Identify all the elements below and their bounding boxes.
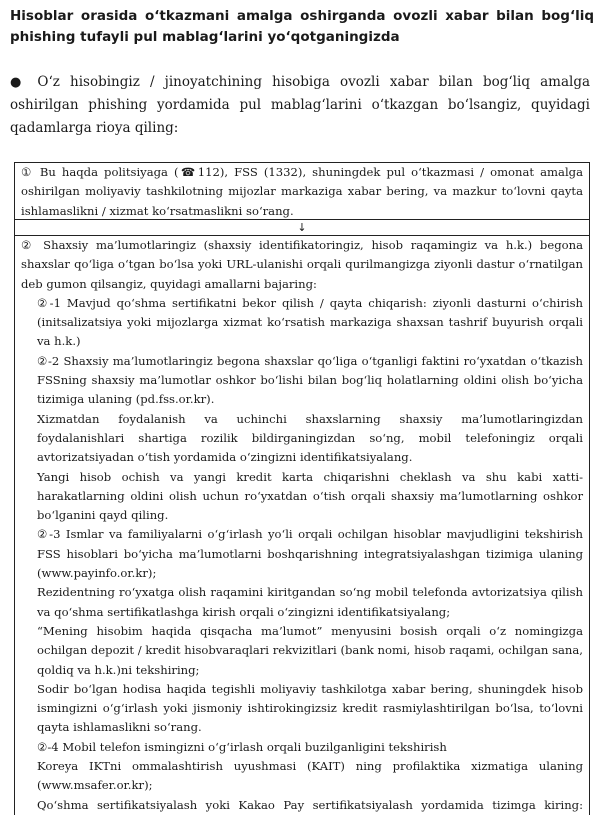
step-2-3: ②-3 Ismlar va familiyalarni o‘g‘irlash yo‘li orqali ochilgan hisoblar mavjudligini tekshirish FSS hisoblari bo‘yicha ma’lumotlarni boshqarishning integratsiyalashgan tizimiga ulaning (www.payinfo.or.kr);	[37, 527, 583, 581]
bullet-icon: ●	[10, 75, 28, 90]
step-2-1: ②-1 Mavjud qo‘shma sertifikatni bekor qilish / qayta chiqarish: ziyonli dasturni o‘chirish (initsalizatsiya yoki mijozlarga xizmat ko‘rsatish markaziga shaxsan tashrif buyurish orqali va h.k.)	[37, 295, 583, 349]
page-title: Hisoblar orasida o‘tkazmani amalga oshirganda ovozli xabar bilan bog‘liq phishing tufayli pul mablag‘larini yo‘qotganingizda	[10, 8, 594, 45]
step-2-4-detail-a: Koreya IKTni ommalashtirish uyushmasi (KAIT) ning profilaktika xizmatiga ulaning (www.msafer.or.kr);	[37, 759, 583, 793]
step-2-2-detail-b: Yangi hisob ochish va yangi kredit karta chiqarishni cheklash va shu kabi xatti-harakatlarning oldini olish uchun ro‘yxatdan o‘tish orqali shaxsiy ma’lumotlarning oshkor bo‘lganini qayd qiling.	[37, 469, 583, 523]
step-2-intro: ② Shaxsiy ma’lumotlaringiz (shaxsiy identifikatoringiz, hisob raqamingiz va h.k.) begona shaxslar qo‘liga o‘tgan bo‘lsa yoki URL-ulanishi orqali qurilmangizga ziyonli dastur o‘rnatilgan deb gumon qilsangiz, quyidagi amallarni bajaring:	[21, 238, 583, 291]
steps-box	[14, 162, 590, 815]
intro-paragraph	[10, 71, 590, 140]
step-1: ① Bu haqda politsiyaga (☎112), FSS (1332), shuningdek pul o‘tkazmasi / omonat amalga oshirilgan moliyaviy tashkilotning mijozlar markaziga xabar bering, va mazkur to‘lovni qayta ishlamaslikni / xizmat ko‘rsatmaslikni so‘rang.	[15, 163, 589, 220]
step-2-3-detail-c: Sodir bo‘lgan hodisa haqida tegishli moliyaviy tashkilotga xabar bering, shuningdek hisob ismingizni o‘g‘irlash yoki jismoniy ishtirokingizsiz kredit rasmiylashtirilgan bo‘lsa, to‘lovni qayta ishlamaslikni so‘rang.	[37, 681, 583, 735]
step-2-2: ②-2 Shaxsiy ma’lumotlaringiz begona shaxslar qo‘liga o‘tganligi faktini ro‘yxatdan o‘tkazish FSSning shaxsiy ma’lumotlar oshkor bo‘lishi bilan bog‘liq holatlarning oldini olish bo‘yicha tizimiga ulaning (pd.fss.or.kr).	[37, 353, 583, 407]
step-2-4: ②-4 Mobil telefon ismingizni o‘g‘irlash orqali buzilganligini tekshirish	[37, 739, 447, 754]
step-2	[15, 236, 589, 815]
intro-text: O‘z hisobingiz / jinoyatchining hisobiga ovozli xabar bilan bog‘liq amalga oshirilgan phishing yordamida pul mablag‘larini o‘tkazgan bo‘lsangiz, quyidagi qadamlarga rioya qiling:	[10, 74, 591, 136]
step-2-3-detail-a: Rezidentning ro‘yxatga olish raqamini kiritgandan so‘ng mobil telefonda avtorizatsiya qilish va qo‘shma sertifikatlashga kirish orqali o‘zingizni identifikatsiyalang;	[37, 585, 583, 619]
step-2-4-detail-b: Qo‘shma sertifikatsiyalash yoki Kakao Pay sertifikatsiyalash yordamida tizimga kiring:	[37, 797, 583, 812]
step-2-3-detail-b: “Mening hisobim haqida qisqacha ma’lumot” menyusini bosish orqali o‘z nomingizga ochilgan depozit / kredit hisobvaraqlari rekvizitlari (bank nomi, hisob raqami, ochilgan sana, qoldiq va h.k.)ni tekshiring;	[37, 623, 583, 677]
down-arrow-icon: ↓	[15, 220, 589, 236]
step-2-2-detail-a: Xizmatdan foydalanish va uchinchi shaxslarning shaxsiy ma’lumotlaringizdan foydalanishlari shartiga rozilik bildirganingizdan so‘ng, mobil telefoningiz orqali avtorizatsiyadan o‘tish yordamida o‘zingizni identifikatsiyalang.	[37, 411, 583, 465]
